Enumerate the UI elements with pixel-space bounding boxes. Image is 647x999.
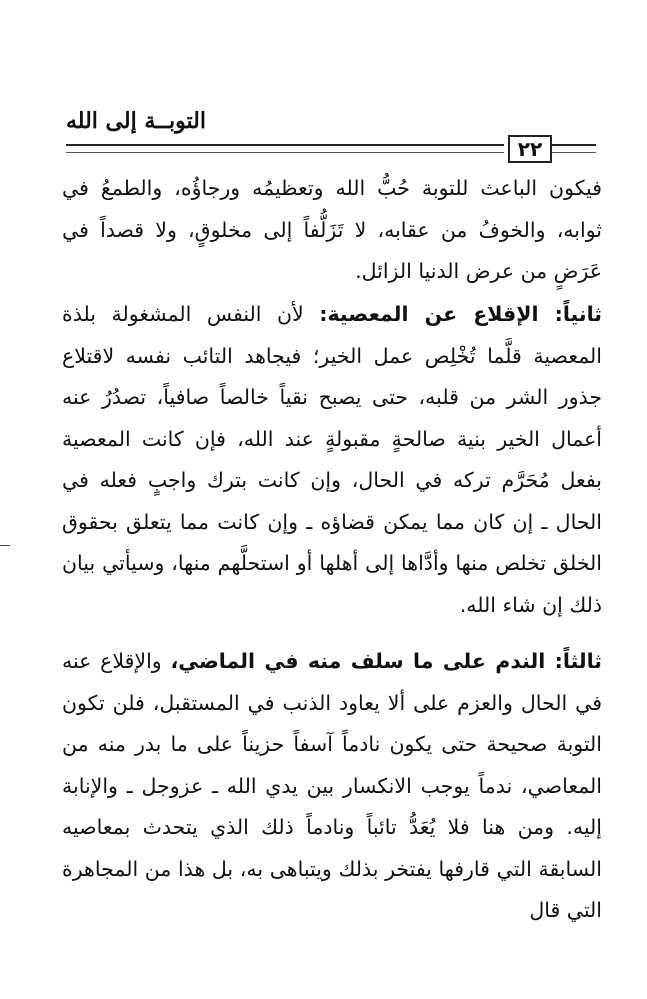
paragraph-lead: ثانياً: الإقلاع عن المعصية: — [319, 302, 602, 326]
margin-mark — [0, 545, 10, 546]
paragraph-third-condition — [62, 641, 602, 932]
header-rule — [66, 144, 504, 153]
paragraph-body: فيكون الباعث للتوبة حُبُّ الله وتعظيمُه ورجاؤُه، والطمعُ في ثوابه، والخوفُ من عقابه، لا تَزَلُّفاً إلى مخلوقٍ، ولا قصداً في عَرَضٍ من عرض الدنيا الزائل. — [62, 176, 602, 283]
paragraph-lead: ثالثاً: الندم على ما سلف منه في الماضي، — [170, 649, 602, 673]
running-title: التوبــة إلى الله — [66, 108, 206, 134]
paragraph-text — [62, 641, 602, 932]
paragraph-text — [62, 294, 602, 626]
paragraph-body: والإقلاع عنه في الحال والعزم على ألا يعاود الذنب في المستقبل، فلن تكون التوبة صحيحة حتى يكون نادماً آسفاً حزيناً على ما بدر منه من المعاصي، ندماً يوجب الانكسار بين يدي الله ـ عزوجل ـ والإنابة إليه. ومن هنا فلا يُعَدُّ تائباً ونادماً ذلك الذي يتحدث بمعاصيه السابقة التي قارفها يفتخر بذلك ويتباهى به، بل هذا من المجاهرة التي قال — [62, 649, 602, 922]
paragraph-text — [62, 168, 602, 293]
paragraph-second-condition — [62, 294, 602, 626]
header-rule-short — [552, 144, 596, 153]
paragraph-motive — [62, 168, 602, 293]
paragraph-body: لأن النفس المشغولة بلذة المعصية قلَّما تُخْلِص عمل الخير؛ فيجاهد التائب نفسه لاقتلاع جذور الشر من قلبه، حتى يصبح نقياً خالصاً صافياً، تصدُرُ عنه أعمال الخير بنية صالحةٍ مقبولةٍ عند الله، فإن كانت المعصية بفعل مُحَرَّم تركه في الحال، وإن كانت بترك واجبٍ فعله في الحال ـ إن كان مما يمكن قضاؤه ـ وإن كانت مما يتعلق بحقوق الخلق تخلص منها وأدَّاها إلى أهلها أو استحلَّهم منها، وسيأتي بيان ذلك إن شاء الله. — [62, 302, 602, 617]
page-number: ٢٢ — [508, 135, 552, 163]
